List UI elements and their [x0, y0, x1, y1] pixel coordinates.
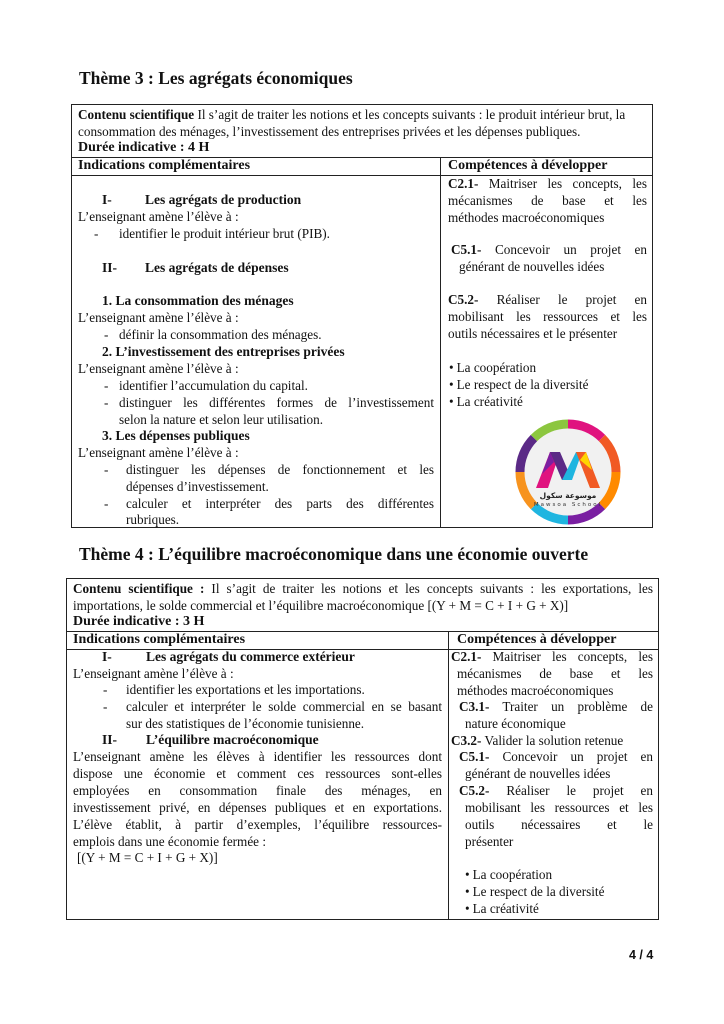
theme3-sub2-item1: identifier l’accumulation du capital.	[119, 378, 308, 393]
dash: -	[104, 378, 109, 393]
dash: -	[94, 226, 99, 241]
theme4-c51-code: C5.1-	[459, 749, 490, 764]
dash: -	[103, 682, 108, 697]
theme4-c52-l4: présenter	[465, 834, 514, 849]
theme3-c21-text: Maitriser les concepts, les	[478, 176, 647, 191]
theme3-contenu-line1: Il s’agit de traiter les notions et les concepts suivants : le produit intérieur brut, la	[194, 107, 626, 122]
theme3-intro1: L’enseignant amène l’élève à :	[78, 209, 239, 224]
theme4-s1-item2-l1: calculer et interpréter le solde commercial en se basant	[126, 699, 442, 714]
theme4-s1-num: I-	[102, 649, 112, 664]
theme4-s2-num: II-	[102, 732, 118, 747]
theme4-s1-title: Les agrégats du commerce extérieur	[146, 649, 355, 664]
theme4-c32-text: Valider la solution retenue	[481, 733, 624, 748]
theme3-contenu	[78, 107, 625, 124]
theme3-s2-num: II-	[102, 260, 118, 275]
dash: -	[104, 462, 109, 477]
dash: -	[104, 395, 109, 410]
theme3-c21-l1	[448, 176, 647, 193]
theme3-sub2: 2. L’investissement des entreprises privées	[102, 344, 345, 359]
theme4-duree: Durée indicative : 3 H	[73, 614, 205, 629]
theme4-contenu	[73, 581, 653, 598]
theme4-c21-text: Maitriser les concepts, les	[481, 649, 653, 664]
theme3-intro2: L’enseignant amène l’élève à :	[78, 310, 239, 325]
theme3-c51-text: Concevoir un projet en	[481, 242, 647, 257]
theme4-table	[66, 578, 659, 920]
dash: -	[104, 496, 109, 511]
theme3-sub2-item2-l1: distinguer les différentes formes de l’investissement	[119, 395, 434, 410]
theme3-contenu-label: Contenu scientifique	[78, 107, 195, 122]
theme4-c32-l1	[451, 733, 623, 750]
theme4-p-l5: L’élève établit, à partir d’exemples, l’équilibre ressources-	[73, 817, 442, 832]
mawsoa-school-logo-icon	[514, 418, 622, 526]
theme3-s1-item1: identifier le produit intérieur brut (PIB).	[119, 226, 330, 241]
theme4-c31-text: Traiter un problème de	[489, 699, 653, 714]
theme3-c52-text: Réaliser le projet en	[478, 292, 647, 307]
theme3-c51-code: C5.1-	[451, 242, 482, 257]
theme4-formula: [(Y + M = C + I + G + X)]	[77, 850, 218, 865]
theme3-sub1: 1. La consommation des ménages	[102, 293, 294, 308]
theme3-s2-title: Les agrégats de dépenses	[145, 260, 289, 275]
theme3-value-cooperation: • La coopération	[449, 360, 536, 377]
theme4-c31-l2: nature économique	[465, 716, 566, 731]
theme4-p-l1: L’enseignant amène les élèves à identifier les ressources dont	[73, 749, 442, 764]
theme4-s2-title: L’équilibre macroéconomique	[146, 732, 319, 747]
theme4-c51-l1	[459, 749, 653, 766]
theme4-p-l6: emplois dans une économie fermée :	[73, 834, 266, 849]
theme4-c52-l2: mobilisant les ressources et les	[465, 800, 653, 815]
theme3-s1-title: Les agrégats de production	[145, 192, 302, 207]
theme3-intro3: L’enseignant amène l’élève à :	[78, 361, 239, 376]
theme4-c21-l3: méthodes macroéconomiques	[457, 683, 614, 698]
theme3-c52-l3: outils nécessaires et le présenter	[448, 326, 618, 341]
theme3-duree: Durée indicative : 4 H	[78, 140, 210, 155]
theme3-sub3-item1-l2: dépenses d’investissement.	[126, 479, 269, 494]
theme4-c51-l2: générant de nouvelles idées	[465, 766, 611, 781]
theme4-value-creativite: • La créativité	[465, 901, 539, 918]
theme4-c52-l1	[459, 783, 653, 800]
theme4-c51-text: Concevoir un projet en	[489, 749, 653, 764]
theme3-sub3-item2-l2: rubriques.	[126, 512, 180, 527]
theme4-p-l4: investissement privé, en dépenses publiques et en exportations.	[73, 800, 442, 815]
theme4-c21-l2: mécanismes de base et les	[457, 666, 653, 681]
theme4-contenu-line2: importations, le solde commercial et l’équilibre macroéconomique [(Y + M = C + I + G + X)]	[73, 598, 569, 613]
theme3-c21-code: C2.1-	[448, 176, 479, 191]
theme4-c52-code: C5.2-	[459, 783, 490, 798]
theme3-title: Thème 3 : Les agrégats économiques	[79, 68, 353, 88]
theme4-c31-l1	[459, 699, 653, 716]
theme4-c32-code: C3.2-	[451, 733, 482, 748]
theme3-value-diversite: • Le respect de la diversité	[449, 377, 588, 394]
theme3-sub1-item1: définir la consommation des ménages.	[119, 327, 322, 342]
theme3-sub3-item2-l1: calculer et interpréter des parts des différentes	[126, 496, 434, 511]
theme4-title: Thème 4 : L’équilibre macroéconomique dans une économie ouverte	[79, 544, 589, 564]
theme4-s1-item2-l2: sur des statistiques de l’économie tunisienne.	[126, 716, 365, 731]
theme3-c51-l1	[451, 242, 647, 259]
theme4-contenu-label: Contenu scientifique :	[73, 581, 205, 596]
theme4-p-l2: dispose une économie et comment ces ressources sont-elles	[73, 766, 442, 781]
theme4-c31-code: C3.1-	[459, 699, 490, 714]
theme3-intro4: L’enseignant amène l’élève à :	[78, 445, 239, 460]
theme3-c52-code: C5.2-	[448, 292, 479, 307]
theme3-c51-l2: générant de nouvelles idées	[459, 259, 605, 274]
theme4-c21-code: C2.1-	[451, 649, 482, 664]
theme4-c52-text: Réaliser le projet en	[489, 783, 653, 798]
theme4-contenu-line1: Il s’agit de traiter les notions et les concepts suivants : les exportations, les	[204, 581, 653, 596]
theme4-col-left-header: Indications complémentaires	[73, 632, 246, 647]
dash: -	[104, 327, 109, 342]
column-divider	[448, 631, 449, 919]
logo-latin-text: Mawsoa School	[533, 502, 603, 508]
theme4-col-right-header: Compétences à développer	[457, 632, 617, 647]
dash: -	[103, 699, 108, 714]
theme3-value-creativite: • La créativité	[449, 394, 523, 411]
column-divider	[440, 157, 441, 527]
theme4-s1-item1: identifier les exportations et les importations.	[126, 682, 365, 697]
theme3-c21-l3: méthodes macroéconomiques	[448, 210, 605, 225]
theme3-c52-l1	[448, 292, 647, 309]
theme3-sub3: 3. Les dépenses publiques	[102, 428, 250, 443]
theme3-sub3-item1-l1: distinguer les dépenses de fonctionnement et les	[126, 462, 434, 477]
theme3-sub2-item2-l2: selon la nature et selon leur utilisation.	[119, 412, 323, 427]
theme4-intro1: L’enseignant amène l’élève à :	[73, 666, 234, 681]
theme4-c52-l3: outils nécessaires et le	[465, 817, 653, 832]
theme4-c21-l1	[451, 649, 653, 666]
theme3-table	[71, 104, 653, 528]
theme3-c52-l2: mobilisant les ressources et les	[448, 309, 647, 324]
theme3-col-left-header: Indications complémentaires	[78, 158, 251, 173]
theme3-contenu-line2: consommation des ménages, l’investissement des entreprises privées et les dépenses publiques.	[78, 124, 581, 139]
theme4-p-l3: employées en consommation finale des ménages, en	[73, 783, 442, 798]
theme4-value-diversite: • Le respect de la diversité	[465, 884, 604, 901]
theme4-value-cooperation: • La coopération	[465, 867, 552, 884]
theme3-s1-num: I-	[102, 192, 112, 207]
theme3-c21-l2: mécanismes de base et les	[448, 193, 647, 208]
page-number: 4 / 4	[629, 948, 654, 962]
theme3-col-right-header: Compétences à développer	[448, 158, 608, 173]
logo-arabic-text: موسوعة سكول	[539, 491, 597, 500]
